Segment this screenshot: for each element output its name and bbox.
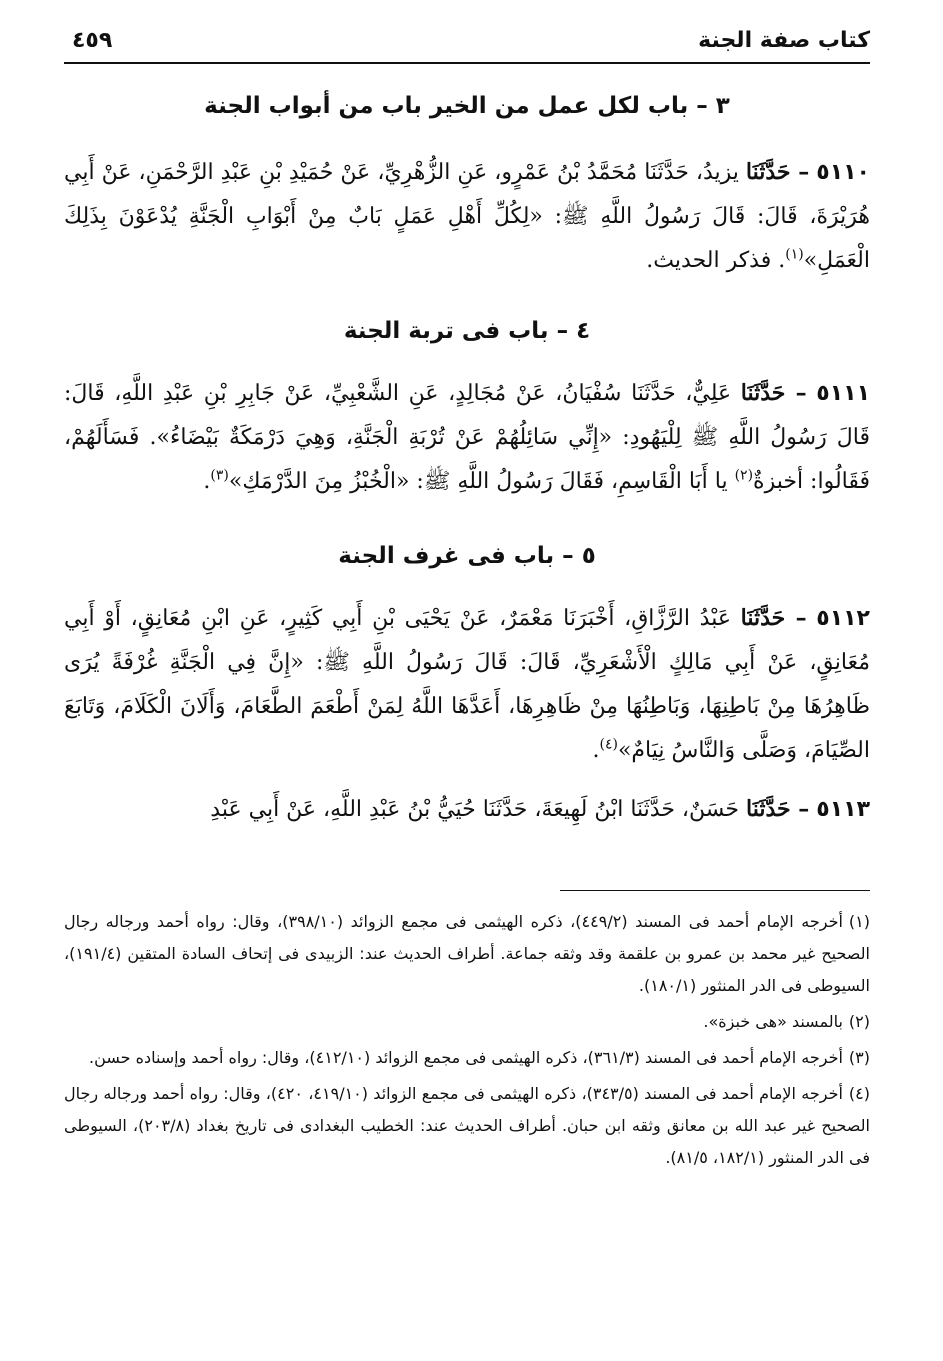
footnotes bbox=[64, 906, 870, 1178]
hadith-number: ٥١١١ bbox=[816, 380, 871, 406]
footnote-reference[interactable]: (٣) bbox=[210, 467, 229, 484]
footnote-number: (٢) bbox=[848, 1012, 870, 1031]
chapter-heading: ٣ – باب لكل عمل من الخير باب من أبواب الجنة bbox=[204, 93, 730, 119]
footnote-divider bbox=[560, 890, 870, 891]
hadith-number: ٥١١٣ bbox=[816, 796, 870, 822]
footnote-text: بالمسند «هى خبزة». bbox=[703, 1012, 843, 1031]
book-title: كتاب صفة الجنة bbox=[698, 28, 870, 53]
chapter-heading: ٤ – باب فى تربة الجنة bbox=[343, 317, 591, 344]
hadith-paragraph bbox=[64, 787, 870, 832]
running-head bbox=[64, 22, 870, 64]
footnote-number: (٤) bbox=[848, 1084, 870, 1103]
footnote-number: (٣) bbox=[848, 1048, 870, 1067]
hadith-tail: . bbox=[203, 468, 211, 494]
footnote-text: أخرجه الإمام أحمد فى المسند (٣٤٣/٥)، ذكره الهيثمى فى مجمع الزوائد (٤١٩/١٠، ٤٢٠)، وقال: رواه أحمد ورجاله رجال الصحيح غير عبد الله بن معانق وثقه ابن حبان. أطراف الحديث عند: الخطيب البغدادى فى تاريخ بغداد (٢٠٣/٨)، السيوطى فى الدر المنثور (١٨٢/١، ٨١/٥). bbox=[64, 1084, 871, 1167]
hadith-text-continued: يا أَبَا الْقَاسِمِ، فَقَالَ رَسُولُ اللَّهِ ﷺ: «الْخُبْزُ مِنَ الدَّرْمَكِ» bbox=[228, 468, 735, 494]
footnote bbox=[64, 1006, 870, 1038]
footnote-reference[interactable]: (٢) bbox=[734, 467, 754, 484]
footnote bbox=[64, 1042, 870, 1074]
footnote-text: أخرجه الإمام أحمد فى المسند (٤٤٩/٢)، ذكره الهيثمى فى مجمع الزوائد (٣٩٨/١٠)، وقال: رواه أحمد ورجاله رجال الصحيح غير محمد بن عمرو بن علقمة وقد وثقه جماعة. أطراف الحديث عند: الزبيدى فى إتحاف السادة المتقين (١٩١/٤)، السيوطى فى الدر المنثور (١٨٠/١). bbox=[64, 912, 870, 995]
footnote-reference[interactable]: (١) bbox=[785, 246, 804, 263]
hadith-opener: – حَدَّثَنَا bbox=[746, 795, 810, 822]
footnote-number: (١) bbox=[848, 912, 871, 931]
page-number: ٤٥٩ bbox=[72, 28, 113, 53]
chapter-heading: ٥ – باب فى غرف الجنة bbox=[338, 542, 596, 569]
hadith-paragraph bbox=[64, 150, 870, 283]
hadith-paragraph bbox=[64, 371, 870, 504]
hadith-tail: . فذكر الحديث. bbox=[646, 247, 786, 273]
footnote bbox=[64, 1078, 870, 1174]
hadith-text: يزيدُ، حَدَّثَنَا مُحَمَّدُ بْنُ عَمْرٍو، عَنِ الزُّهْرِيِّ، عَنْ حُمَيْدِ بْنِ عَبْدِ الرَّحْمَنِ، عَنْ أَبِي هُرَيْرَةَ، قَالَ: قَالَ رَسُولُ اللَّهِ ﷺ: «لِكُلِّ أَهْلِ عَمَلٍ بَابٌ مِنْ أَبْوَابِ الْجَنَّةِ يُدْعَوْنَ بِذَلِكَ الْعَمَلِ» bbox=[64, 159, 870, 273]
hadith-text: عَلِيٌّ، حَدَّثَنَا سُفْيَانُ، عَنْ مُجَالِدٍ، عَنِ الشَّعْبِيِّ، عَنْ جَابِرِ بْنِ عَبْدِ اللَّهِ، قَالَ: قَالَ رَسُولُ اللَّهِ ﷺ لِلْيَهُودِ: «إِنِّي سَائِلُهُمْ عَنْ تُرْبَةِ الْجَنَّةِ، وَهِيَ دَرْمَكَةٌ بَيْضَاءُ». فَسَأَلَهُمْ، فَقَالُوا: أخبزةٌ bbox=[64, 380, 870, 494]
hadith-text: حَسَنٌ، حَدَّثَنَا ابْنُ لَهِيعَةَ، حَدَّثَنَا حُيَيُّ بْنُ عَبْدِ اللَّهِ، عَنْ أَبِي عَبْدِ bbox=[210, 796, 746, 822]
book-page bbox=[64, 22, 870, 1342]
hadith-opener: – حَدَّثَنَا bbox=[740, 604, 807, 631]
hadith-number: ٥١١٢ bbox=[816, 605, 870, 631]
hadith-paragraph bbox=[64, 596, 870, 773]
hadith-text: عَبْدُ الرَّزَّاقِ، أَخْبَرَنَا مَعْمَرٌ، عَنْ يَحْيَى بْنِ أَبِي كَثِيرٍ، عَنِ ابْنِ مُعَانِقٍ، أَوْ أَبِي مُعَانِقٍ، عَنْ أَبِي مَالِكٍ الْأَشْعَرِيِّ، قَالَ: قَالَ رَسُولُ اللَّهِ ﷺ: «إِنَّ فِي الْجَنَّةِ غُرْفَةً يُرَى ظَاهِرُهَا مِنْ بَاطِنِهَا، وَبَاطِنُهَا مِنْ ظَاهِرِهَا، أَعَدَّهَا اللَّهُ لِمَنْ أَطْعَمَ الطَّعَامَ، وَأَلَانَ الْكَلَامَ، وَتَابَعَ الصِّيَامَ، وَصَلَّى وَالنَّاسُ نِيَامٌ» bbox=[64, 605, 870, 763]
footnote-text: أخرجه الإمام أحمد فى المسند (٣٦١/٣)، ذكره الهيثمى فى مجمع الزوائد (٤١٢/١٠)، وقال: رواه أحمد وإسناده حسن. bbox=[89, 1048, 843, 1067]
hadith-number: ٥١١٠ bbox=[816, 159, 870, 185]
hadith-opener: – حَدَّثَنَا bbox=[745, 158, 810, 185]
hadith-opener: – حَدَّثَنَا bbox=[740, 379, 807, 406]
footnote-reference[interactable]: (٤) bbox=[599, 736, 618, 753]
hadith-tail: . bbox=[592, 737, 600, 763]
footnote bbox=[64, 906, 870, 1002]
